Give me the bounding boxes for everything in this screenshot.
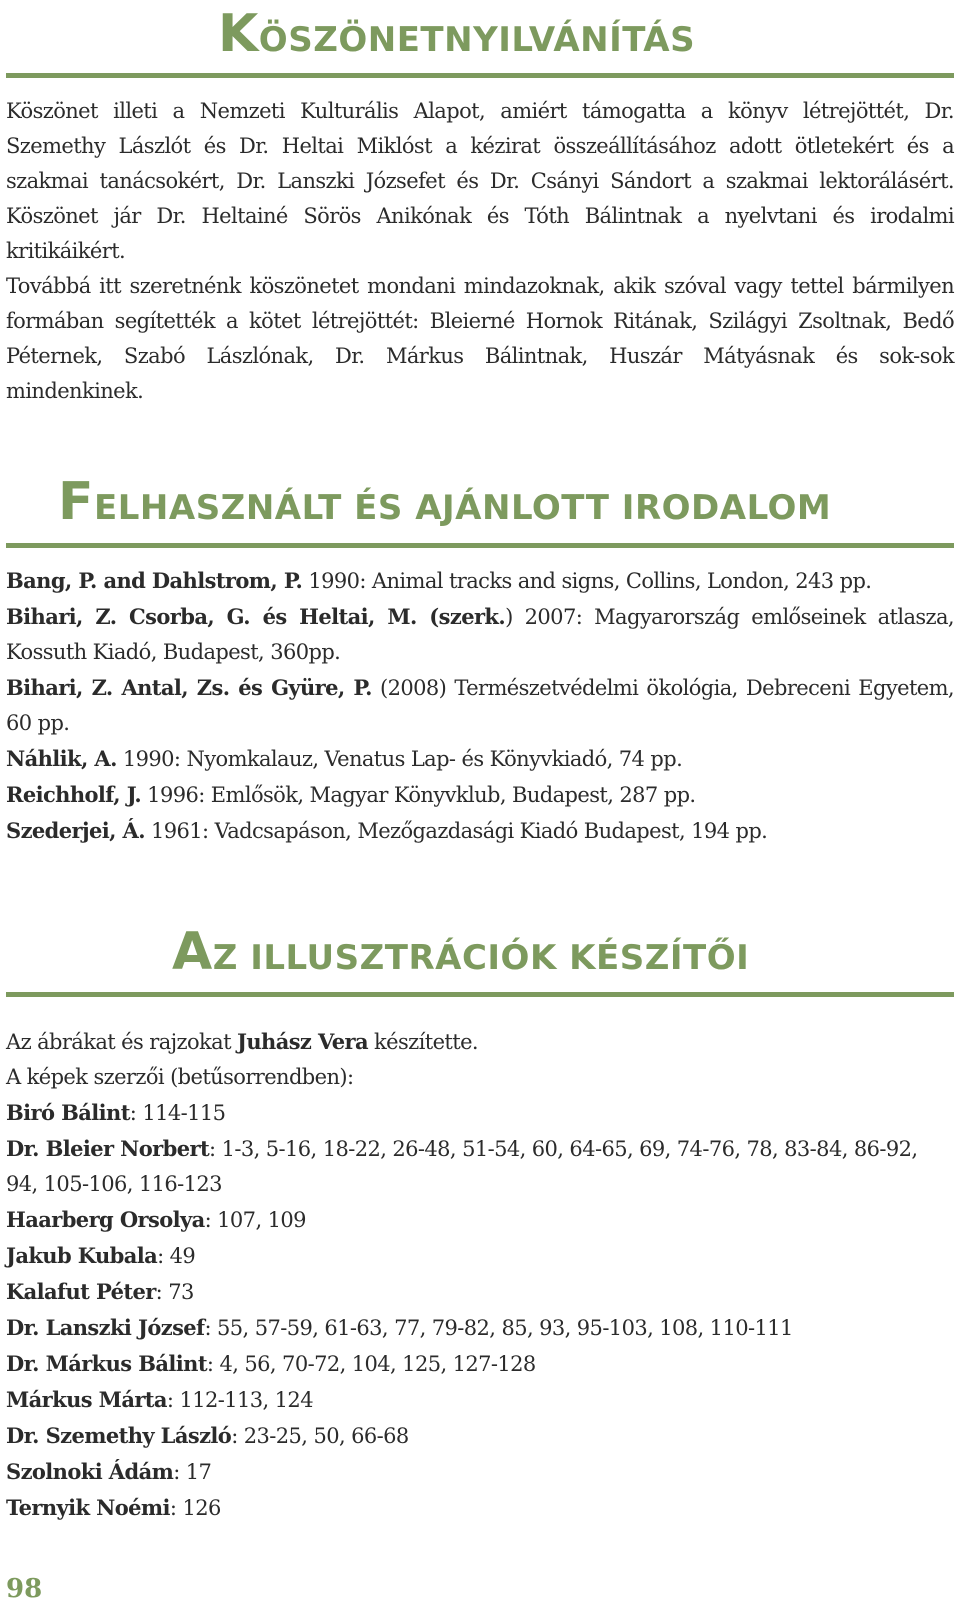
illustrator-pages: : 73 bbox=[155, 1280, 194, 1304]
illustrator-entry bbox=[6, 1346, 954, 1382]
literature-entry bbox=[6, 777, 954, 813]
illustrator-pages: : 114-115 bbox=[129, 1101, 226, 1125]
literature-heading bbox=[0, 472, 960, 534]
literature-entry-details: 1996: Emlősök, Magyar Könyvklub, Budapest, 287 pp. bbox=[141, 783, 696, 807]
literature-entry-author: Bihari, Z. Csorba, G. és Heltai, M. (szerk. bbox=[6, 604, 506, 629]
illustrator-name: Dr. Lanszki József bbox=[6, 1315, 205, 1340]
literature-entry-author: Bang, P. and Dahlstrom, P. bbox=[6, 568, 303, 593]
acknowledgements-paragraph-2: Továbbá itt szeretnénk köszönetet mondani mindazoknak, akik szóval vagy tettel bármilyen formában segítették a kötet létrejöttét: Bleierné Hornok Ritának, Szilágyi Zsoltnak, Bedő Péternek, Szabó Lászlónak, Dr. Márkus Bálintnak, Huszár Mátyásnak és sok-sok mindenkinek. bbox=[6, 274, 954, 403]
literature-entry-details: 1990: Animal tracks and signs, Collins, London, 243 pp. bbox=[302, 569, 872, 593]
illustrator-pages: : 17 bbox=[173, 1460, 212, 1484]
illustrator-name: Biró Bálint bbox=[6, 1100, 130, 1125]
illustrator-entry bbox=[6, 1095, 954, 1131]
illustrator-name: Dr. Márkus Bálint bbox=[6, 1351, 207, 1376]
illustrator-pages: : 49 bbox=[157, 1244, 196, 1268]
illustrator-name: Dr. Szemethy László bbox=[6, 1423, 232, 1448]
literature-entry bbox=[6, 813, 954, 849]
illustrators-intro-name: Juhász Vera bbox=[237, 1029, 368, 1054]
illustrator-pages: : 112-113, 124 bbox=[166, 1388, 313, 1412]
illustrator-name: Haarberg Orsolya bbox=[6, 1207, 205, 1232]
acknowledgements-heading bbox=[0, 4, 960, 66]
literature-heading-initial: F bbox=[58, 472, 95, 532]
illustrator-name: Ternyik Noémi bbox=[6, 1495, 170, 1520]
illustrator-name: Jakub Kubala bbox=[6, 1243, 158, 1268]
literature-entry-author: Reichholf, J. bbox=[6, 782, 142, 807]
illustrator-entry bbox=[6, 1490, 954, 1526]
illustrators-intro-after: készítette. bbox=[367, 1030, 478, 1054]
illustrator-entry bbox=[6, 1310, 954, 1346]
illustrator-pages: : 4, 56, 70-72, 104, 125, 127-128 bbox=[206, 1352, 536, 1376]
literature-heading-rest: ELHASZNÁLT ÉS AJÁNLOTT IRODALOM bbox=[94, 488, 832, 528]
illustrator-entry bbox=[6, 1238, 954, 1274]
literature-rule bbox=[6, 543, 954, 548]
illustrator-pages: : 1-3, 5-16, 18-22, 26-48, 51-54, 60, 64-65, 69, 74-76, 78, 83-84, 86-92, 94, 105-106, 116-123 bbox=[6, 1137, 918, 1196]
literature-entry-details: 1990: Nyomkalauz, Venatus Lap- és Könyvkiadó, 74 pp. bbox=[116, 747, 683, 771]
illustrator-entry bbox=[6, 1274, 954, 1310]
illustrators-intro bbox=[6, 1024, 954, 1060]
illustrators-heading-rest: Z ILLUSZTRÁCIÓK KÉSZÍTŐI bbox=[212, 938, 750, 978]
acknowledgements-text bbox=[6, 94, 954, 409]
illustrators-intro-before: Az ábrákat és rajzokat bbox=[6, 1030, 238, 1054]
illustrator-entry bbox=[6, 1202, 954, 1238]
literature-entry bbox=[6, 741, 954, 777]
literature-entry-author: Náhlik, A. bbox=[6, 746, 117, 771]
illustrator-pages: : 55, 57-59, 61-63, 77, 79-82, 85, 93, 95-103, 108, 110-111 bbox=[204, 1316, 793, 1340]
acknowledgements-heading-initial: K bbox=[218, 4, 259, 64]
literature-entry bbox=[6, 563, 954, 599]
illustrator-name: Dr. Bleier Norbert bbox=[6, 1136, 210, 1161]
literature-entry-author: Szederjei, Á. bbox=[6, 818, 145, 843]
illustrators-subtitle: A képek szerzői (betűsorrendben): bbox=[6, 1065, 354, 1089]
illustrator-entry bbox=[6, 1418, 954, 1454]
literature-entry bbox=[6, 670, 954, 741]
literature-entry-details: 1961: Vadcsapáson, Mezőgazdasági Kiadó Budapest, 194 pp. bbox=[144, 819, 768, 843]
illustrators-rule bbox=[6, 992, 954, 997]
illustrator-entry bbox=[6, 1454, 954, 1490]
illustrator-name: Szolnoki Ádám bbox=[6, 1459, 174, 1484]
literature-list bbox=[6, 563, 954, 849]
illustrator-name: Kalafut Péter bbox=[6, 1279, 156, 1304]
illustrator-pages: : 23-25, 50, 66-68 bbox=[231, 1424, 409, 1448]
acknowledgements-heading-rest: ÖSZÖNETNYILVÁNÍTÁS bbox=[258, 20, 696, 60]
acknowledgements-paragraph-1: Köszönet illeti a Nemzeti Kulturális Alapot, amiért támogatta a könyv létrejöttét, Dr. Szemethy Lászlót és Dr. Heltai Miklóst a kézirat összeállításához adott ötletekért és a szakmai tanácsokért, Dr. Lanszki Józsefet és Dr. Csányi Sándort a szakmai lektorálásért. Köszönet jár Dr. Heltainé Sörös Anikónak és Tóth Bálintnak a nyelvtani és irodalmi kritikáikért. bbox=[6, 99, 954, 263]
illustrator-entry bbox=[6, 1382, 954, 1418]
illustrator-entry bbox=[6, 1131, 954, 1202]
illustrators-list bbox=[6, 1024, 954, 1526]
literature-entry-details: (2008) Természetvédelmi ökológia, Debreceni Egyetem, 60 pp. bbox=[6, 676, 955, 735]
illustrator-pages: : 107, 109 bbox=[204, 1208, 306, 1232]
illustrator-pages: : 126 bbox=[169, 1496, 221, 1520]
illustrator-name: Márkus Márta bbox=[6, 1387, 167, 1412]
page-number: 98 bbox=[6, 1574, 43, 1604]
literature-entry bbox=[6, 599, 954, 670]
literature-entry-author: Bihari, Z. Antal, Zs. és Gyüre, P. bbox=[6, 675, 372, 700]
literature-entry-details: ) 2007: Magyarország emlőseinek atlasza, Kossuth Kiadó, Budapest, 360pp. bbox=[6, 605, 955, 664]
acknowledgements-rule bbox=[6, 73, 954, 78]
illustrators-heading bbox=[0, 922, 960, 984]
illustrators-heading-initial: A bbox=[172, 922, 213, 982]
